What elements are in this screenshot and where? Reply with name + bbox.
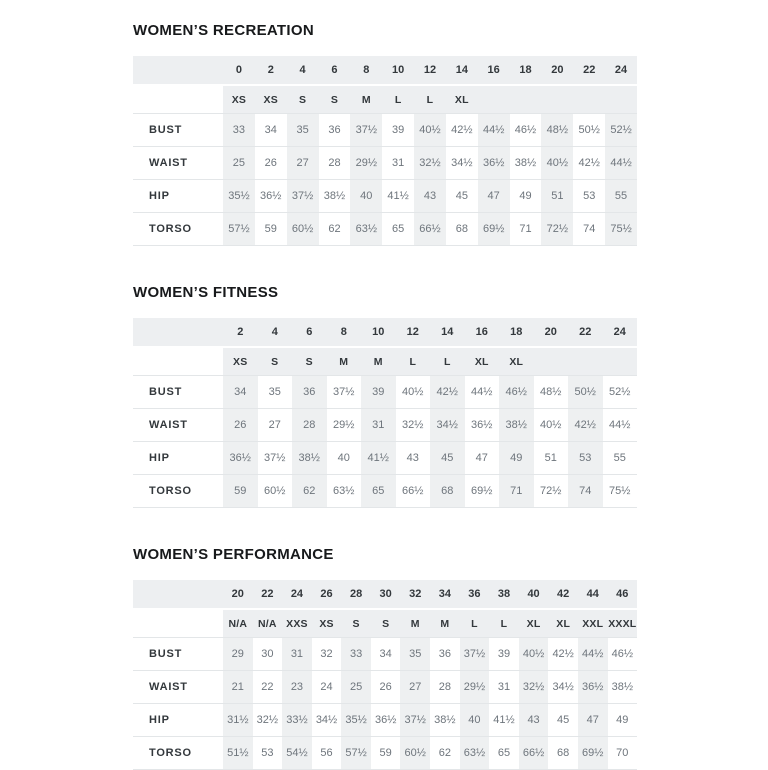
measurement-value-cell: 36	[328, 124, 341, 136]
measurement-value-cell: 68	[557, 747, 570, 759]
letter-size-cell: M	[373, 355, 383, 368]
size-table-section	[133, 22, 637, 246]
measurement-value-cell: 55	[605, 180, 637, 212]
table-title: WOMEN’S FITNESS	[133, 284, 279, 301]
measurement-value-cell: 36½	[478, 147, 510, 179]
measurement-value-cell: 44½	[609, 419, 631, 431]
letter-size-cell: XXL	[582, 617, 604, 630]
measurement-value-cell: 75½	[605, 213, 637, 245]
letter-size-cell	[573, 86, 605, 113]
row-label-spacer	[133, 348, 223, 375]
measurement-value-cell: 28	[438, 681, 451, 693]
size-table	[133, 580, 637, 770]
measurement-value-cell: 66½	[414, 213, 446, 245]
numeric-size-row	[133, 56, 637, 84]
measurement-row	[133, 736, 637, 769]
letter-size-cell: XS	[263, 93, 278, 106]
measurement-value-cell: 27	[268, 419, 281, 431]
measurement-value-cell: 40½	[540, 419, 562, 431]
row-label-spacer	[133, 56, 223, 84]
measurement-value-cell: 33	[223, 114, 255, 146]
letter-size-cell: XXXL	[608, 617, 637, 630]
size-header-cell: 4	[299, 64, 306, 76]
size-header-cell: 0	[235, 64, 242, 76]
letter-size-cell: M	[440, 617, 450, 630]
measurement-value-cell: 36	[292, 376, 327, 408]
letter-size-cell: S	[299, 93, 307, 106]
measurement-value-cell: 30	[261, 648, 274, 660]
measurement-value-cell: 35	[287, 114, 319, 146]
measurement-value-cell: 50½	[578, 124, 600, 136]
measurement-value-cell: 34½	[552, 681, 574, 693]
size-header-cell: 14	[441, 326, 454, 338]
measurement-value-cell: 34½	[315, 714, 338, 726]
numeric-size-row	[133, 580, 637, 608]
measurement-value-cell: 50½	[568, 376, 603, 408]
letter-size-cell: S	[352, 617, 360, 630]
letter-size-cell: N/A	[258, 617, 277, 630]
letter-size-cell: XXS	[286, 617, 308, 630]
measurement-value-cell: 54½	[282, 737, 312, 769]
measurement-value-cell: 39	[497, 648, 511, 660]
measurement-value-cell: 35½	[341, 704, 371, 736]
measurement-value-cell: 42½	[568, 409, 603, 441]
letter-size-cell: XS	[233, 355, 248, 368]
measurement-value-cell: 24	[320, 681, 333, 693]
letter-size-cell: L	[426, 93, 434, 106]
measurement-value-cell: 37½	[333, 386, 355, 398]
measurement-value-cell: 28	[328, 157, 341, 169]
measurement-value-cell: 51	[544, 452, 557, 464]
measurement-value-cell: 29½	[333, 419, 355, 431]
letter-size-cell: M	[361, 93, 371, 106]
measurement-value-cell: 53	[583, 190, 596, 202]
measurement-value-cell: 21	[223, 671, 253, 703]
size-header-cell: 6	[331, 64, 338, 76]
measurement-value-cell: 31	[392, 157, 405, 169]
size-header-cell: 14	[455, 64, 468, 76]
letter-size-row	[133, 348, 637, 375]
measurement-value-cell: 39	[392, 124, 405, 136]
table-title: WOMEN’S RECREATION	[133, 22, 314, 39]
measurement-value-cell: 34½	[451, 157, 473, 169]
measurement-value-cell: 48½	[541, 114, 573, 146]
measurement-value-cell: 46½	[514, 124, 537, 136]
measurement-value-cell: 40½	[402, 386, 424, 398]
measurement-value-cell: 51	[541, 180, 573, 212]
measurement-value-cell: 49	[616, 714, 629, 726]
measurement-value-cell: 68	[455, 223, 468, 235]
measurement-value-cell: 38½	[611, 681, 634, 693]
measurement-label: WAIST	[149, 681, 188, 693]
measurement-row	[133, 474, 637, 507]
measurement-value-cell: 43	[406, 452, 419, 464]
letter-size-cell: S	[305, 355, 313, 368]
size-header-cell: 24	[614, 64, 628, 76]
table-title: WOMEN’S PERFORMANCE	[133, 546, 334, 563]
measurement-value-cell: 55	[613, 452, 626, 464]
measurement-value-cell: 36½	[374, 714, 397, 726]
size-header-cell: 20	[544, 326, 557, 338]
size-header-cell: 24	[290, 588, 304, 600]
measurement-label: HIP	[149, 452, 170, 464]
measurement-value-cell: 52½	[605, 114, 637, 146]
size-header-cell: 28	[349, 588, 363, 600]
measurement-value-cell: 49	[519, 190, 532, 202]
measurement-value-cell: 57½	[341, 737, 371, 769]
measurement-value-cell: 45	[557, 714, 570, 726]
measurement-value-cell: 31	[361, 409, 396, 441]
row-label-spacer	[133, 580, 223, 608]
measurement-value-cell: 29½	[350, 147, 382, 179]
measurement-value-cell: 74	[583, 223, 596, 235]
letter-size-cell: XL	[526, 617, 541, 630]
size-header-cell: 42	[557, 588, 570, 600]
measurement-value-cell: 38½	[434, 714, 456, 726]
size-table-section	[133, 284, 637, 508]
size-header-cell: 34	[438, 588, 451, 600]
row-label-spacer	[133, 318, 223, 346]
measurement-value-cell: 38½	[514, 157, 537, 169]
measurement-value-cell: 36½	[260, 190, 282, 202]
measurement-value-cell: 33½	[282, 704, 312, 736]
size-header-cell: 36	[468, 588, 481, 600]
measurement-value-cell: 35	[268, 386, 281, 398]
measurement-value-cell: 36½	[471, 419, 493, 431]
letter-size-cell: S	[271, 355, 279, 368]
measurement-label: BUST	[149, 386, 183, 398]
size-header-cell: 10	[392, 64, 405, 76]
measurement-label: WAIST	[149, 419, 188, 431]
measurement-label: BUST	[149, 648, 183, 660]
measurement-value-cell: 25	[223, 147, 255, 179]
size-table	[133, 318, 637, 508]
letter-size-cell: L	[394, 93, 402, 106]
measurement-value-cell: 45	[430, 442, 465, 474]
size-header-cell: 2	[237, 326, 244, 338]
measurement-value-cell: 44½	[578, 638, 608, 670]
letter-size-cell: S	[382, 617, 390, 630]
measurement-value-cell: 38½	[323, 190, 346, 202]
measurement-value-cell: 69½	[478, 213, 510, 245]
measurement-value-cell: 40½	[414, 114, 446, 146]
letter-size-cell: N/A	[228, 617, 248, 630]
measurement-value-cell: 68	[430, 475, 465, 507]
letter-size-cell: S	[330, 93, 339, 106]
size-header-cell: 16	[475, 326, 488, 338]
measurement-value-cell: 71	[519, 223, 532, 235]
measurement-value-cell: 34½	[430, 409, 465, 441]
measurement-value-cell: 33	[341, 638, 371, 670]
measurement-value-cell: 62	[438, 747, 451, 759]
measurement-value-cell: 53	[568, 442, 603, 474]
measurement-value-cell: 38½	[499, 409, 534, 441]
letter-size-cell: L	[443, 355, 451, 368]
measurement-value-cell: 42½	[451, 124, 473, 136]
measurement-value-cell: 69½	[578, 737, 608, 769]
measurement-value-cell: 27	[287, 147, 319, 179]
measurement-value-cell: 63½	[460, 737, 490, 769]
measurement-value-cell: 35	[400, 638, 430, 670]
measurement-value-cell: 26	[223, 409, 258, 441]
size-header-cell: 30	[379, 588, 392, 600]
measurement-row	[133, 179, 637, 212]
measurement-value-cell: 34	[379, 648, 392, 660]
size-header-cell: 18	[510, 326, 523, 338]
size-header-cell: 12	[406, 326, 419, 338]
row-label-spacer	[133, 86, 223, 113]
letter-size-cells	[223, 348, 637, 375]
measurement-value-cell: 41½	[387, 190, 409, 202]
measurement-value-cell: 26	[264, 157, 277, 169]
size-header-cell: 10	[372, 326, 385, 338]
measurement-value-cell: 29½	[460, 671, 490, 703]
size-header-cell: 18	[519, 64, 532, 76]
measurement-value-cell: 39	[361, 376, 396, 408]
letter-size-cells	[223, 86, 637, 113]
measurement-value-cell: 32½	[402, 419, 424, 431]
measurement-label: TORSO	[149, 485, 192, 497]
measurement-row	[133, 212, 637, 245]
measurement-value-cell: 66½	[402, 485, 424, 497]
measurement-value-cell: 59	[264, 223, 277, 235]
measurement-value-cell: 32	[320, 648, 333, 660]
measurement-label: TORSO	[149, 747, 192, 759]
size-header-cell: 20	[231, 588, 244, 600]
measurement-label: TORSO	[149, 223, 192, 235]
measurement-row	[133, 441, 637, 474]
measurement-value-cell: 49	[499, 442, 534, 474]
measurement-value-cell: 36½	[223, 442, 258, 474]
measurement-value-cell: 47	[475, 452, 488, 464]
size-header-cell: 22	[579, 326, 592, 338]
measurement-value-cell: 63½	[350, 213, 382, 245]
measurement-value-cell: 66½	[519, 737, 549, 769]
measurement-row	[133, 670, 637, 703]
measurement-value-cell: 37½	[350, 114, 382, 146]
measurement-value-cell: 60½	[287, 213, 319, 245]
measurement-value-cell: 52½	[609, 386, 631, 398]
letter-size-cell	[510, 86, 542, 113]
size-header-cell: 2	[267, 64, 274, 76]
letter-size-cell: L	[471, 617, 478, 630]
letter-size-cell: XL	[509, 355, 524, 368]
measurement-value-cell: 37½	[400, 704, 430, 736]
measurement-value-cell: 44½	[605, 147, 637, 179]
letter-size-row	[133, 86, 637, 113]
letter-size-cell: L	[409, 355, 417, 368]
size-header-cell: 6	[306, 326, 313, 338]
measurement-value-cell: 38½	[292, 442, 327, 474]
measurement-value-cell: 51½	[223, 737, 253, 769]
size-header-cell: 22	[261, 588, 274, 600]
measurement-value-cell: 36½	[578, 671, 608, 703]
measurement-value-cell: 62	[292, 475, 327, 507]
measurement-value-cell: 37½	[287, 180, 319, 212]
measurement-value-cell: 70	[616, 747, 629, 759]
measurement-value-cell: 74	[568, 475, 603, 507]
measurement-value-cell: 25	[341, 671, 371, 703]
measurement-value-cell: 34	[223, 376, 258, 408]
measurement-value-cell: 44½	[471, 386, 493, 398]
measurement-value-cell: 71	[499, 475, 534, 507]
size-header-cell: 40	[527, 588, 540, 600]
measurement-value-cell: 31½	[223, 704, 253, 736]
letter-size-cell: XS	[319, 617, 334, 630]
measurement-row	[133, 408, 637, 441]
letter-size-cell: XL	[556, 617, 571, 630]
size-header-cell: 26	[320, 588, 333, 600]
measurement-value-cell: 35½	[223, 180, 255, 212]
measurement-row	[133, 637, 637, 670]
measurement-value-cell: 60½	[400, 737, 430, 769]
size-header-cell: 4	[271, 326, 278, 338]
letter-size-cell	[568, 348, 603, 375]
measurement-value-cell: 32½	[256, 714, 279, 726]
measurement-value-cell: 53	[261, 747, 274, 759]
measurement-value-cell: 63½	[333, 485, 355, 497]
letter-size-cell: XL	[454, 93, 469, 106]
size-table-section	[133, 546, 637, 770]
size-header-cell: 46	[616, 588, 629, 600]
size-header-cell: 8	[340, 326, 347, 338]
letter-size-cell: XS	[231, 93, 247, 106]
row-label-spacer	[133, 610, 223, 637]
measurement-label: BUST	[149, 124, 183, 136]
measurement-value-cell: 72½	[541, 213, 573, 245]
measurement-value-cell: 26	[379, 681, 392, 693]
measurement-value-cell: 36	[438, 648, 451, 660]
numeric-size-row	[133, 318, 637, 346]
letter-size-cell	[478, 86, 510, 113]
measurement-row	[133, 703, 637, 736]
measurement-value-cell: 31	[497, 681, 511, 693]
letter-size-cell: M	[339, 355, 349, 368]
size-header-cell: 38	[497, 588, 511, 600]
measurement-value-cell: 23	[282, 671, 312, 703]
size-header-cell: 24	[613, 326, 626, 338]
measurement-value-cell: 65	[361, 475, 396, 507]
measurement-value-cell: 65	[497, 747, 511, 759]
measurement-value-cell: 43	[414, 180, 446, 212]
letter-size-cell	[541, 86, 573, 113]
measurement-value-cell: 32½	[519, 671, 549, 703]
letter-size-cells	[223, 610, 637, 637]
measurement-value-cell: 41½	[493, 714, 515, 726]
size-table	[133, 56, 637, 246]
measurement-value-cell: 42½	[552, 648, 574, 660]
size-header-cell: 16	[487, 64, 500, 76]
measurement-value-cell: 37½	[460, 638, 490, 670]
measurement-value-cell: 42½	[430, 376, 465, 408]
measurement-value-cell: 72½	[540, 485, 562, 497]
measurement-value-cell: 44½	[478, 114, 510, 146]
size-header-cell: 12	[423, 64, 437, 76]
measurement-row	[133, 375, 637, 408]
measurement-row	[133, 146, 637, 179]
measurement-label: HIP	[149, 714, 170, 726]
letter-size-cell: XL	[474, 355, 489, 368]
measurement-value-cell: 62	[328, 223, 341, 235]
measurement-value-cell: 40½	[519, 638, 549, 670]
size-header-cell: 22	[583, 64, 596, 76]
measurement-value-cell: 37½	[264, 452, 286, 464]
measurement-value-cell: 43	[519, 704, 549, 736]
letter-size-cell: M	[410, 617, 420, 630]
measurement-value-cell: 40	[460, 704, 490, 736]
measurement-value-cell: 31	[282, 638, 312, 670]
measurement-value-cell: 60½	[264, 485, 286, 497]
measurement-row	[133, 113, 637, 146]
measurement-value-cell: 65	[392, 223, 405, 235]
measurement-value-cell: 22	[261, 681, 274, 693]
measurement-value-cell: 59	[379, 747, 392, 759]
measurement-value-cell: 32½	[414, 147, 446, 179]
measurement-value-cell: 40	[337, 452, 350, 464]
letter-size-cell: L	[500, 617, 508, 630]
measurement-value-cell: 57½	[223, 213, 255, 245]
letter-size-cell	[603, 348, 638, 375]
measurement-label: HIP	[149, 190, 170, 202]
measurement-value-cell: 56	[320, 747, 333, 759]
letter-size-cell	[605, 86, 637, 113]
measurement-value-cell: 29	[223, 638, 253, 670]
measurement-value-cell: 69½	[471, 485, 493, 497]
measurement-value-cell: 46½	[611, 648, 634, 660]
measurement-value-cell: 40½	[541, 147, 573, 179]
measurement-value-cell: 45	[455, 190, 468, 202]
measurement-label: WAIST	[149, 157, 188, 169]
measurement-value-cell: 47	[578, 704, 608, 736]
measurement-value-cell: 34	[264, 124, 277, 136]
letter-size-row	[133, 610, 637, 637]
size-header-cell: 32	[409, 588, 422, 600]
measurement-value-cell: 48½	[540, 386, 562, 398]
measurement-value-cell: 40	[350, 180, 382, 212]
measurement-value-cell: 46½	[499, 376, 534, 408]
size-header-cell: 20	[551, 64, 564, 76]
measurement-value-cell: 75½	[609, 485, 631, 497]
letter-size-cell	[534, 348, 569, 375]
measurement-value-cell: 28	[292, 409, 327, 441]
measurement-value-cell: 41½	[361, 442, 396, 474]
measurement-value-cell: 47	[478, 180, 510, 212]
measurement-value-cell: 27	[400, 671, 430, 703]
size-header-cell: 8	[363, 64, 370, 76]
measurement-value-cell: 42½	[578, 157, 600, 169]
measurement-value-cell: 59	[223, 475, 258, 507]
size-header-cell: 44	[586, 588, 599, 600]
